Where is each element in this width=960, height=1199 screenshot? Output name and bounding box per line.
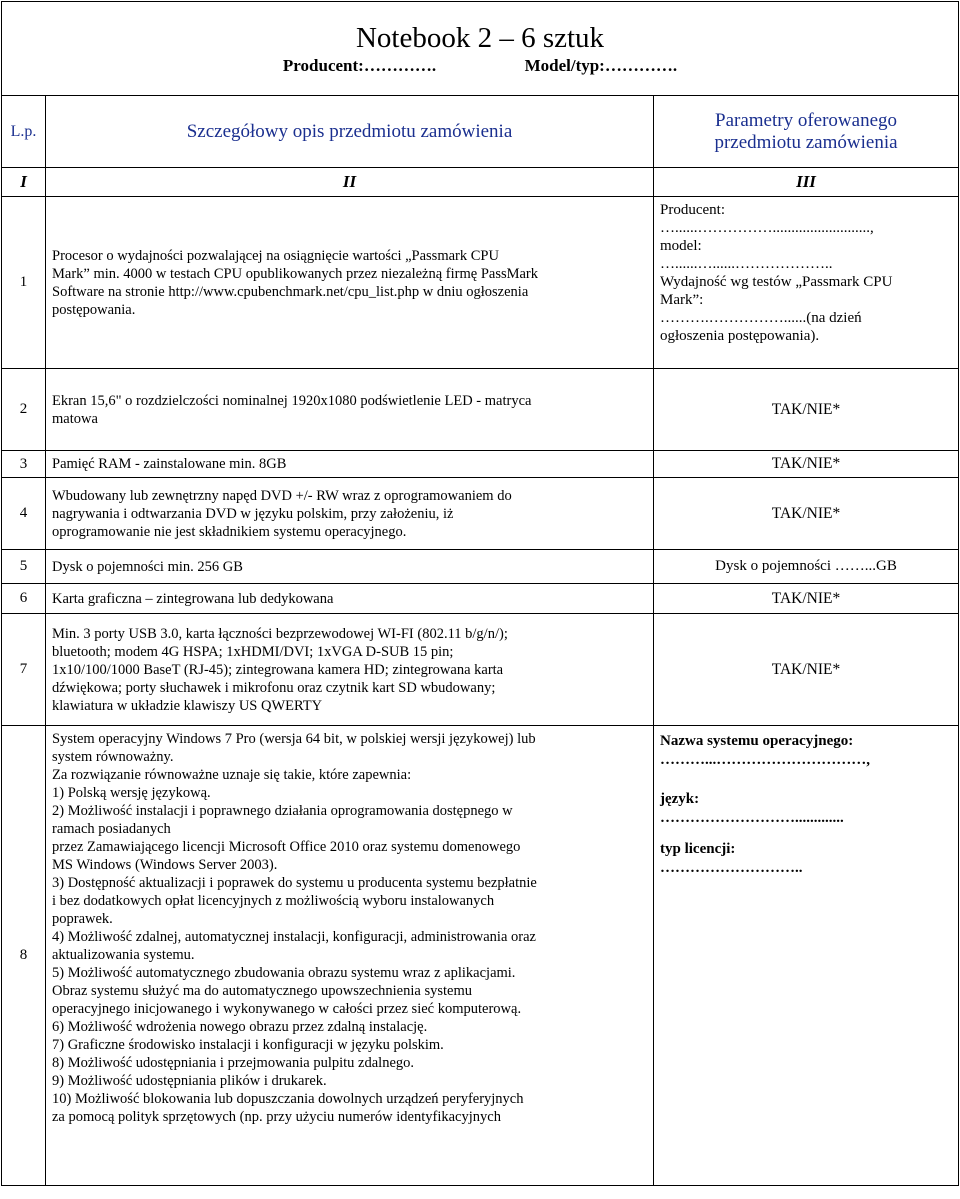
row-parameters: TAK/NIE* [654, 478, 959, 550]
license-type-blank: ……………………….. [660, 860, 803, 876]
desc-line: oprogramowanie nie jest składnikiem systemu operacyjnego. [52, 523, 407, 540]
param-line: Producent: [660, 202, 725, 218]
row-description [46, 550, 654, 584]
table-row [2, 197, 959, 369]
parameters-header-line-1: Parametry oferowanego [715, 109, 898, 131]
desc-line: 5) Możliwość automatycznego zbudowania obrazu systemu wraz z aplikacjami. [52, 965, 516, 981]
desc-line: 4) Możliwość zdalnej, automatycznej instalacji, konfiguracji, administrowania oraz [52, 929, 536, 945]
row-parameters [654, 197, 959, 369]
desc-line: Pamięć RAM - zainstalowane min. 8GB [52, 456, 287, 472]
row-number: 1 [2, 197, 46, 369]
desc-line: Karta graficzna – zintegrowana lub dedykowana [52, 590, 334, 607]
desc-line: operacyjnego inicjowanego i wykonywanego w całości przez sieć komputerową. [52, 1001, 522, 1017]
table-row [2, 614, 959, 726]
lp-header: L.p. [2, 96, 46, 168]
param-line: model: [660, 238, 702, 254]
row-parameters: TAK/NIE* [654, 584, 959, 614]
producer-label: Producent:…………. [282, 55, 437, 75]
desc-line: Dysk o pojemności min. 256 GB [52, 558, 243, 575]
param-line: ogłoszenia postępowania). [660, 328, 820, 344]
os-name-label: Nazwa systemu operacyjnego: [660, 733, 854, 749]
desc-line: 2) Możliwość instalacji i poprawnego działania oprogramowania dostępnego w [52, 803, 513, 819]
row-parameters: Dysk o pojemności ……...GB [654, 550, 959, 584]
desc-line: aktualizowania systemu. [52, 947, 195, 963]
parameters-header-line-2: przedmiotu zamówienia [714, 131, 898, 153]
param-line: …......…......……………….. [660, 256, 833, 272]
desc-line: Software na stronie http://www.cpubenchmark.net/cpu_list.php w dniu ogłoszenia [52, 283, 529, 300]
desc-line: bluetooth; modem 4G HSPA; 1xHDMI/DVI; 1xVGA D-SUB 15 pin; [52, 643, 454, 660]
row-description [46, 584, 654, 614]
model-label: Model/typ:…………. [524, 55, 678, 75]
row-description [46, 451, 654, 478]
row-parameters [654, 726, 959, 1186]
roman-ii: II [46, 168, 654, 197]
param-line: Mark”: [660, 292, 704, 308]
desc-line: 8) Możliwość udostępniania i przejmowania pulpitu zdalnego. [52, 1055, 415, 1071]
desc-line: 1) Polską wersję językową. [52, 785, 211, 801]
desc-line: 9) Możliwość udostępniania plików i drukarek. [52, 1073, 327, 1089]
title-subline [2, 55, 958, 91]
desc-line: Ekran 15,6" o rozdzielczości nominalnej 1920x1080 podświetlenie LED - matryca [52, 392, 532, 409]
table-row [2, 726, 959, 1186]
desc-line: Wbudowany lub zewnętrzny napęd DVD +/- RW wraz z oprogramowaniem do [52, 487, 512, 504]
parameters-header [654, 96, 959, 168]
row-number: 3 [2, 451, 46, 478]
row-number: 4 [2, 478, 46, 550]
language-blank: ………………………............. [660, 810, 844, 826]
desc-line: Za rozwiązanie równoważne uznaje się takie, które zapewnia: [52, 767, 412, 783]
row-description [46, 614, 654, 726]
desc-line: poprawek. [52, 911, 113, 927]
desc-line: ramach posiadanych [52, 821, 171, 837]
desc-line: przez Zamawiającego licencji Microsoft Office 2010 oraz systemu domenowego [52, 839, 521, 855]
param-line: Wydajność wg testów „Passmark CPU [660, 274, 893, 290]
desc-line: 7) Graficzne środowisko instalacji i konfiguracji w języku polskim. [52, 1037, 444, 1053]
row-parameters: TAK/NIE* [654, 451, 959, 478]
row-parameters: TAK/NIE* [654, 369, 959, 451]
column-header-row [2, 96, 959, 168]
desc-line: Procesor o wydajności pozwalającej na osiągnięcie wartości „Passmark CPU [52, 247, 499, 264]
os-name-blank: ………...…………………………, [660, 752, 870, 768]
specification-table [1, 1, 959, 1186]
param-line: ……….……………......(na dzień [660, 310, 862, 326]
desc-line: klawiatura w układzie klawiszy US QWERTY [52, 697, 323, 714]
desc-line: za pomocą polityk sprzętowych (np. przy użyciu numerów identyfikacyjnych [52, 1109, 501, 1125]
page-title: Notebook 2 – 6 sztuk [355, 21, 605, 54]
desc-line: dźwiękowa; porty słuchawek i mikrofonu oraz czytnik kart SD wbudowany; [52, 679, 496, 696]
language-label: język: [660, 791, 700, 807]
desc-line: Min. 3 porty USB 3.0, karta łączności bezprzewodowej WI-FI (802.11 b/g/n/); [52, 625, 508, 642]
desc-line: 1x10/100/1000 BaseT (RJ-45); zintegrowana kamera HD; zintegrowana karta [52, 661, 504, 678]
title-cell [2, 2, 959, 96]
row-number: 6 [2, 584, 46, 614]
desc-line: postępowania. [52, 301, 136, 318]
roman-iii: III [654, 168, 959, 197]
desc-line: 6) Możliwość wdrożenia nowego obrazu przez zdalną instalację. [52, 1019, 428, 1035]
row-number: 2 [2, 369, 46, 451]
row-description [46, 478, 654, 550]
row-description [46, 726, 654, 1186]
row-number: 8 [2, 726, 46, 1186]
table-row [2, 478, 959, 550]
table-row [2, 550, 959, 584]
roman-i: I [2, 168, 46, 197]
desc-line: System operacyjny Windows 7 Pro (wersja 64 bit, w polskiej wersji językowej) lub [52, 731, 536, 747]
row-number: 7 [2, 614, 46, 726]
desc-line: system równoważny. [52, 749, 174, 765]
description-header: Szczegółowy opis przedmiotu zamówienia [46, 96, 654, 168]
desc-line: matowa [52, 410, 98, 427]
param-line: …......…………….........................., [660, 220, 874, 236]
roman-numeral-row [2, 168, 959, 197]
row-description [46, 197, 654, 369]
row-parameters: TAK/NIE* [654, 614, 959, 726]
desc-line: i bez dodatkowych opłat licencyjnych z możliwością wyboru instalowanych [52, 893, 495, 909]
desc-line: nagrywania i odtwarzania DVD w języku polskim, przy założeniu, iż [52, 505, 454, 522]
license-type-label: typ licencji: [660, 841, 736, 857]
row-description [46, 369, 654, 451]
desc-line: MS Windows (Windows Server 2003). [52, 857, 278, 873]
table-row [2, 369, 959, 451]
desc-line: Mark” min. 4000 w testach CPU opublikowanych przez niezależną firmę PassMark [52, 265, 539, 282]
desc-line: Obraz systemu służyć ma do automatycznego upowszechnienia systemu [52, 983, 472, 999]
title-row [2, 2, 959, 96]
table-row [2, 584, 959, 614]
desc-line: 3) Dostępność aktualizacji i poprawek do systemu u producenta systemu bezpłatnie [52, 875, 537, 891]
row-number: 5 [2, 550, 46, 584]
desc-line: 10) Możliwość blokowania lub dopuszczania dowolnych urządzeń peryferyjnych [52, 1091, 524, 1107]
table-row [2, 451, 959, 478]
